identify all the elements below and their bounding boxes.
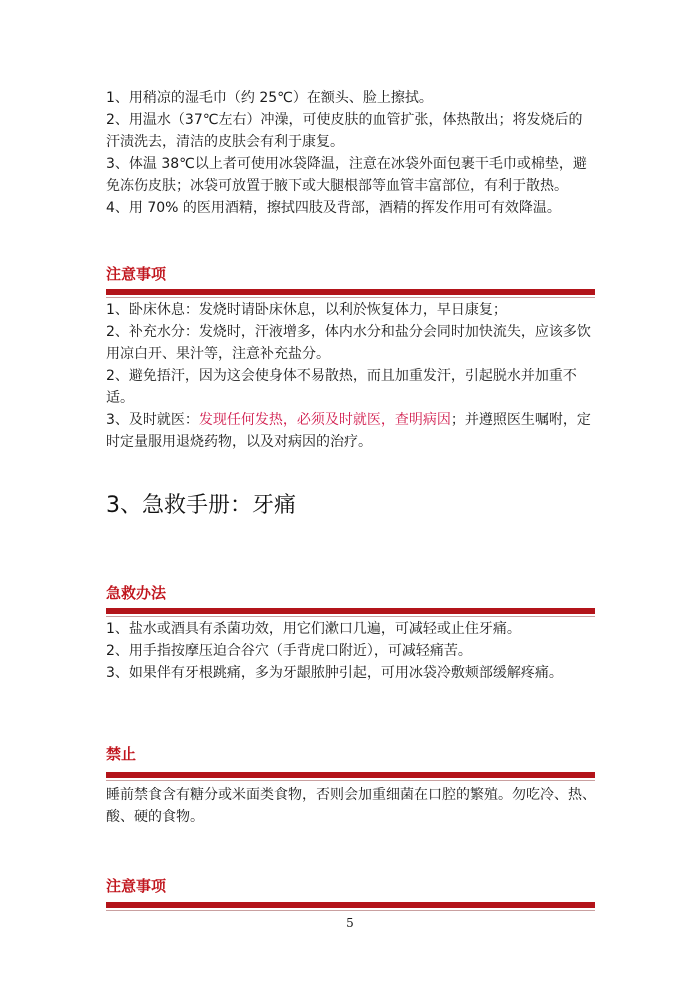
section-title-notes: 注意事项 <box>106 265 167 283</box>
list-item: 1、盐水或酒具有杀菌功效，用它们漱口几遍，可减轻或止住牙痛。 <box>106 621 521 637</box>
list-item: 2、用温水（37℃左右）冲澡，可使皮肤的血管扩张，体热散出；将发烧后的汗渍洗去，清洁的皮肤会有利于康复。 <box>106 112 583 150</box>
intro-list <box>106 87 596 219</box>
list-item: 3、体温 38℃以上者可使用冰袋降温，注意在冰袋外面包裹干毛巾或棉垫，避免冻伤皮肤；冰袋可放置于腋下或大腿根部等血管丰富部位，有利于散热。 <box>106 156 587 194</box>
section-divider <box>106 772 595 778</box>
highlight-text: 发现任何发热，必须及时就医，查明病因 <box>198 412 451 428</box>
chapter-title: 3、急救手册：牙痛 <box>106 493 296 518</box>
list-item: 3、如果伴有牙根跳痛，多为牙龈脓肿引起，可用冰袋冷敷颊部缓解疼痛。 <box>106 665 563 681</box>
list-item: 4、用 70% 的医用酒精，擦拭四肢及背部，酒精的挥发作用可有效降温。 <box>106 200 561 216</box>
notes-list <box>106 299 596 453</box>
list-item: 1、用稍凉的湿毛巾（约 25℃）在额头、脸上擦拭。 <box>106 90 433 106</box>
first-aid-list <box>106 618 596 684</box>
list-item: 2、用手指按摩压迫合谷穴（手背虎口附近），可减轻痛苦。 <box>106 643 472 659</box>
forbidden-text-block <box>106 784 596 828</box>
section-title-notes-2: 注意事项 <box>106 877 167 895</box>
section-title-first-aid: 急救办法 <box>106 584 167 602</box>
section-divider <box>106 608 595 614</box>
list-item: 1、卧床休息：发烧时请卧床休息，以利於恢复体力，早日康复； <box>106 302 507 318</box>
page-number: 5 <box>346 916 354 930</box>
list-item: 2、避免捂汗，因为这会使身体不易散热，而且加重发汗，引起脱水并加重不适。 <box>106 368 577 406</box>
list-item <box>106 409 596 453</box>
forbidden-text: 睡前禁食含有糖分或米面类食物，否则会加重细菌在口腔的繁殖。勿吃冷、热、酸、硬的食物。 <box>106 787 596 825</box>
section-divider <box>106 289 595 295</box>
section-title-forbidden: 禁止 <box>106 745 137 763</box>
list-item-suffix: ；并遵照医生嘱咐，定时定量服用退烧药物，以及对病因的治疗。 <box>106 412 591 450</box>
list-item: 2、补充水分：发烧时，汗液增多，体内水分和盐分会同时加快流失，应该多饮用凉白开、果汁等，注意补充盐分。 <box>106 324 591 362</box>
section-divider <box>106 902 595 908</box>
list-item-prefix: 3、及时就医： <box>106 412 199 428</box>
